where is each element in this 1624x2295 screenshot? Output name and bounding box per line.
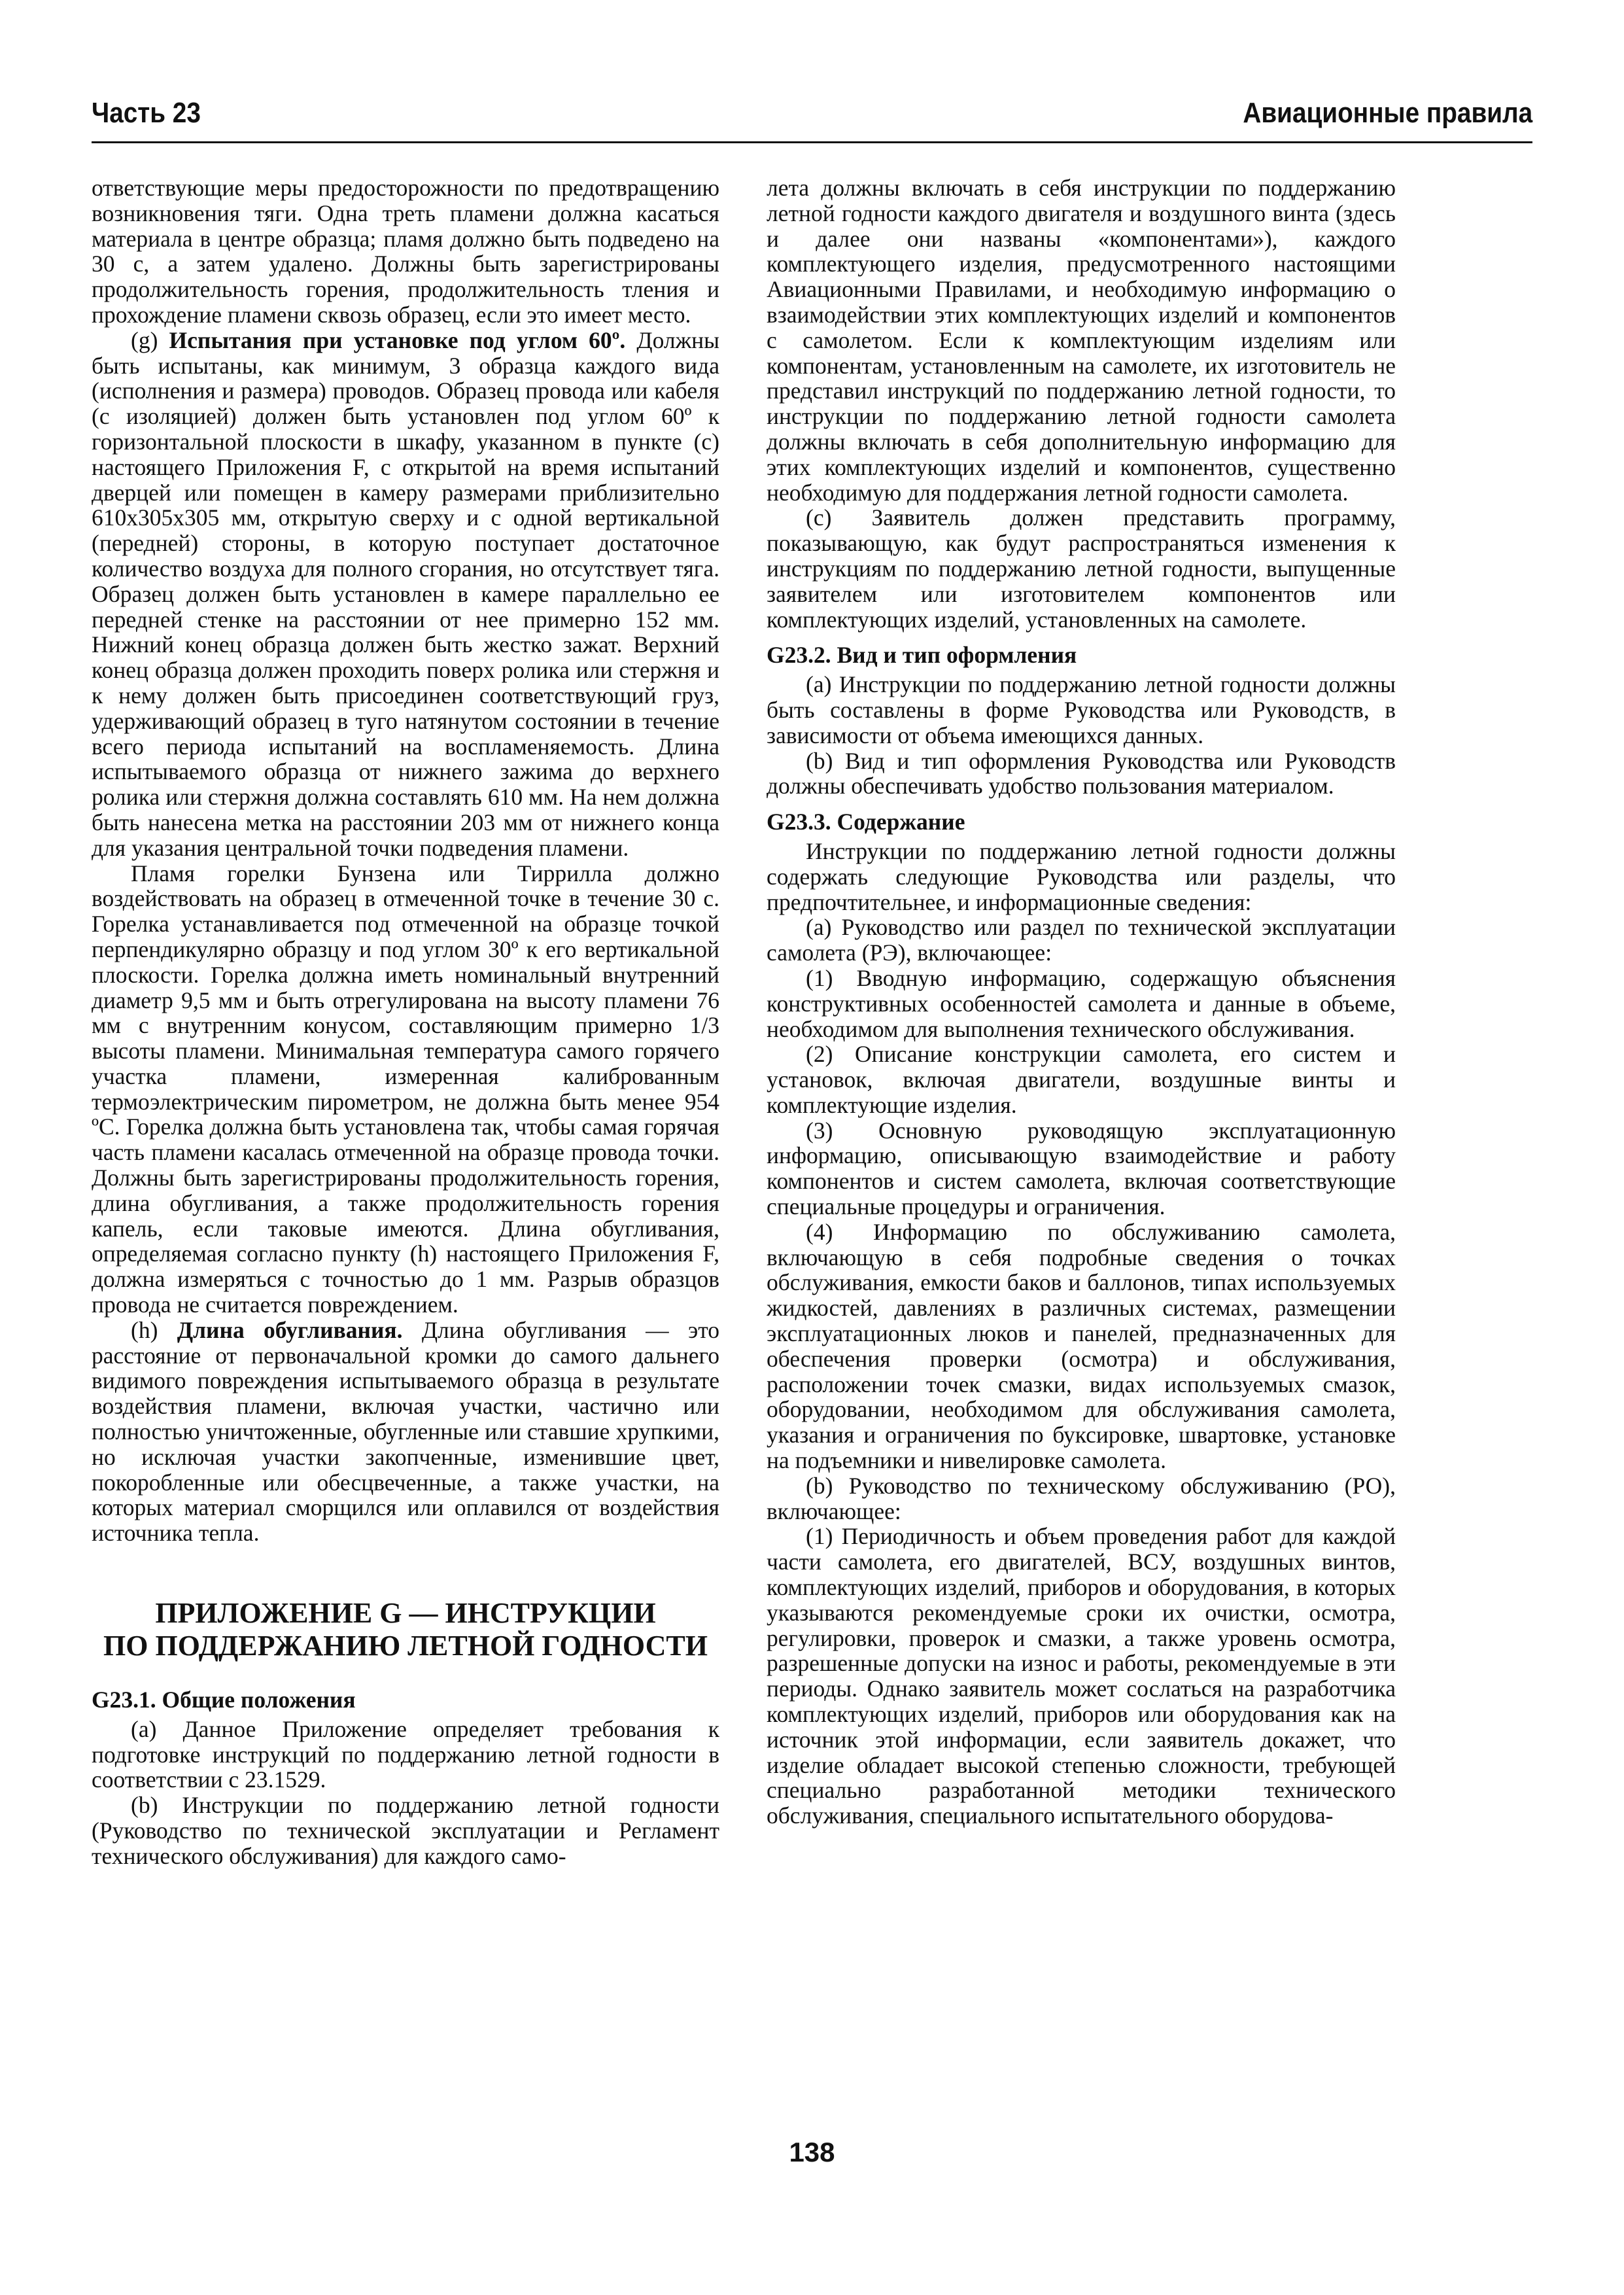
paragraph-g233-a3: (3) Основную руководящую эксплуатационную информацию, описывающую взаимодействие и работу компонентов и систем самолета, включая соответствующие специальные процедуры и ограничения. — [767, 1117, 1396, 1220]
paragraph-h — [92, 1318, 719, 1546]
item-label-h: (h) — [131, 1316, 177, 1343]
item-text-g: Должны быть испытаны, как минимум, 3 образца каждого вида (исполнения и размера) проводов. Образец провода или кабеля (с изоляцией) должен быть установлен под углом 60º к горизонтальной плоскости в шкафу, указанном в пункте (c) настоящего Приложения F, с открытой на время испытаний дверцей или помещен в камеру размерами приблизительно 610x305x305 мм, открытую сверху и с одной вертикальной (передней) стороны, в которую поступает достаточное количество воздуха для полного сгорания, но отсутствует тяга. Образец должен быть установлен в камере параллельно ее передней стенке на расстоянии от нее примерно 152 мм. Нижний конец образца должен быть жестко зажат. Верхний конец образца должен проходить поверх ролика или стержня и к нему должен быть присоединен соответствующий груз, удерживающий образец в туго натянутом состоянии в течение всего периода испытаний на воспламеняемость. Длина испытываемого образца от нижнего зажима до верхнего ролика или стержня должна составлять 610 мм. На нем должна быть нанесена метка на расстоянии 203 мм от нижнего конца для указания центральной точки подведения пламени. — [92, 326, 719, 861]
paragraph-g232-a: (a) Инструкции по поддержанию летной годности должны быть составлены в форме Руководства или Руководств, в зависимости от объема имеющихся данных. — [767, 671, 1396, 748]
paragraph-g233-intro: Инструкции по поддержанию летной годности должны содержать следующие Руководства или разделы, что предпочтительнее, и информационные сведения: — [767, 837, 1396, 915]
section-heading-g232: G23.2. Вид и тип оформления — [767, 642, 1077, 669]
item-label-g: (g) — [131, 326, 169, 353]
paragraph-g231-a: (a) Данное Приложение определяет требования к подготовке инструкций по поддержанию летной годности в соответствии с 23.1529. — [92, 1715, 719, 1793]
paragraph-g233-a: (a) Руководство или раздел по технической эксплуатации самолета (РЭ), включающее: — [767, 914, 1396, 966]
paragraph-g231-c: (c) Заявитель должен представить программу, показывающую, как будут распространяться изменения к инструкциям по поддержанию летной годности, выпущенные заявителем или изготовителем компонентов или комплектующих изделий, установленных на самолете. — [767, 504, 1396, 633]
appendix-title-line-1: ПРИЛОЖЕНИЕ G — ИНСТРУКЦИИ — [155, 1597, 656, 1630]
appendix-title-line-2: ПО ПОДДЕРЖАНИЮ ЛЕТНОЙ ГОДНОСТИ — [103, 1630, 708, 1662]
left-column — [92, 175, 719, 2138]
paragraph-g232-b: (b) Вид и тип оформления Руководства или Руководств должны обеспечивать удобство пользования материалом. — [767, 747, 1396, 799]
page-number: 138 — [789, 2137, 835, 2167]
header-part: Часть 23 — [92, 97, 201, 129]
paragraph-g233-a2: (2) Описание конструкции самолета, его систем и установок, включая двигатели, воздушные винты и комплектующие изделия. — [767, 1041, 1396, 1118]
section-heading-g231: G23.1. Общие положения — [92, 1687, 356, 1713]
paragraph-continuation-right: лета должны включать в себя инструкции по поддержанию летной годности каждого двигателя и воздушного винта (здесь и далее они названы «компонентами»), каждого комплектующего изделия, предусмотренного настоящими Авиационными Правилами, и необходимую информацию о взаимодействии этих комплектующих изделий и компонентов с самолетом. Если к комплектующим изделиям или компонентам, установленным на самолете, их изготовитель не представил инструкций по поддержанию летной годности, то инструкции по поддержанию летной годности самолета должны включать в себя дополнительную информацию для этих комплектующих изделий и компонентов, существенно необходимую для поддержания летной годности самолета. — [767, 175, 1396, 506]
section-heading-g233: G23.3. Содержание — [767, 809, 965, 835]
paragraph-g233-a4: (4) Информацию по обслуживанию самолета, включающую в себя подробные сведения о точках обслуживания, емкости баков и баллонов, типах используемых жидкостей, давлениях в различных системах, размещении эксплуатационных люков и панелей, предназначенных для обеспечения проверки (осмотра) и обслуживания, расположении точек смазки, видах используемых смазок, оборудовании, необходимом для обслуживания самолета, указания и ограничения по буксировке, швартовке, установке на подъемники и нивелировке самолета. — [767, 1218, 1396, 1474]
paragraph-g231-b: (b) Инструкции по поддержанию летной годности (Руководство по технической эксплуатации и Регламент технического обслуживания) для каждого само- — [92, 1792, 719, 1869]
paragraph-burner: Пламя горелки Бунзена или Тиррилла должно воздействовать на образец в отмеченной точке в течение 30 с. Горелка устанавливается под отмеченной на образце точкой перпендикулярно образцу и под углом 30º к его вертикальной плоскости. Горелка должна иметь номинальный внутренний диаметр 9,5 мм и быть отрегулирована на высоту пламени 76 мм с внутренним конусом, составляющим примерно 1/3 высоты пламени. Минимальная температура самого горячего участка пламени, измеренная калиброванным термоэлектрическим пирометром, не должна быть менее 954 ºС. Горелка должна быть установлена так, чтобы самая горячая часть пламени касалась отмеченной на образце провода точки. Должны быть зарегистрированы продолжительность горения, длина обугливания, а также продолжительность горения капель, если таковые имеются. Длина обугливания, определяемая согласно пункту (h) настоящего Приложения F, должна измеряться с точностью до 1 мм. Разрыв образцов провода не считается повреждением. — [92, 860, 719, 1318]
appendix-title — [92, 1597, 719, 1662]
item-heading-g: Испытания при установке под углом 60º. — [169, 326, 626, 353]
paragraph-g — [92, 328, 719, 861]
paragraph-g233-a1: (1) Вводную информацию, содержащую объяснения конструктивных особенностей самолета и данные в объеме, необходимом для выполнения технического обслуживания. — [767, 964, 1396, 1042]
item-heading-h: Длина обугливания. — [177, 1316, 403, 1343]
right-column — [767, 175, 1396, 2138]
item-text-h: Длина обугливания — это расстояние от первоначальной кромки до самого дальнего видимого повреждения испытываемого образца в результате воздействия пламени, включая участки, частично или полностью уничтоженные, обугленные или ставшие хрупкими, но исключая участки закопченные, изменившие цвет, покоробленные или обесцвеченные, а также участки, на которых материал сморщился или оплавился от воздействия источника тепла. — [92, 1316, 719, 1547]
paragraph-g233-b: (b) Руководство по техническому обслуживанию (РО), включающее: — [767, 1472, 1396, 1524]
header-title: Авиационные правила — [1243, 97, 1532, 129]
header-rule — [92, 141, 1532, 143]
paragraph-continuation: ответствующие меры предосторожности по предотвращению возникновения тяги. Одна треть пламени должна касаться материала в центре образца; пламя должно быть подведено на 30 с, а затем удалено. Должны быть зарегистрированы продолжительность горения, продолжительность тления и прохождение пламени сквозь образец, если это имеет место. — [92, 175, 719, 328]
paragraph-g233-b1: (1) Периодичность и объем проведения работ для каждой части самолета, его двигателей, ВСУ, воздушных винтов, комплектующих изделий, приборов и оборудования, в которых указываются рекомендуемые сроки их очистки, осмотра, регулировки, проверок и смазки, а также уровень осмотра, разрешенные допуски на износ и работы, рекомендуемые в эти периоды. Однако заявитель может сослаться на разработчика комплектующих изделий, приборов или оборудования как на источник этой информации, если заявитель докажет, что изделие обладает высокой степенью сложности, требующей специально разработанной методики технического обслуживания, специального испытательного оборудова- — [767, 1523, 1396, 1829]
